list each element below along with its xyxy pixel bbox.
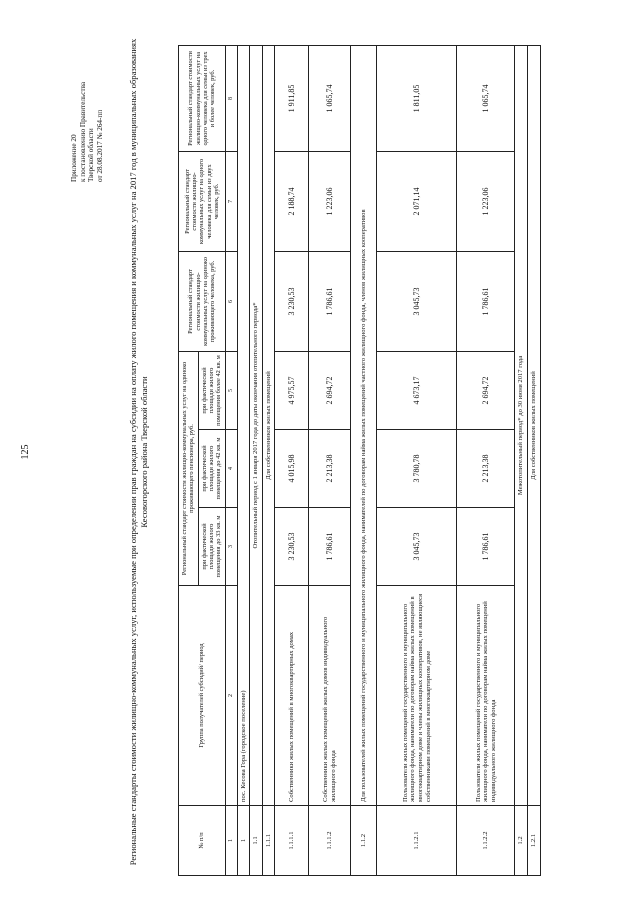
column-number: 8: [225, 45, 237, 151]
table-row: [457, 45, 515, 875]
value-cell: 4 015,98: [275, 430, 309, 508]
value-cell: 1 223,06: [457, 151, 515, 251]
column-numbers-row: [225, 45, 237, 875]
appendix-line: от 28.08.2017 № 264-пп: [95, 109, 104, 182]
table-row: [262, 45, 275, 875]
row-period: Межотопительный период* до 30 июня 2017 года: [515, 45, 528, 805]
column-number: 4: [225, 430, 237, 508]
row-number: 1.1.2: [351, 806, 377, 876]
value-cell: 3 230,53: [275, 251, 309, 351]
header-col7: Региональный стандарт стоимости жилищно-коммунальных услуг на одного человека для семьи из двух человек, руб.: [179, 151, 226, 251]
value-cell: 2 694,72: [309, 351, 351, 429]
value-cell: 1 811,05: [377, 45, 457, 151]
value-cell: 1 911,85: [275, 45, 309, 151]
page-number: 125: [20, 444, 31, 460]
value-cell: 3 230,53: [275, 508, 309, 586]
value-cell: 4 673,17: [377, 351, 457, 429]
header-sub2: при фактической площади жилого помещения до 42 кв. м: [198, 430, 225, 508]
row-label: Собственники жилых помещений в многоквартирных домах: [275, 586, 309, 806]
value-cell: 1 786,61: [309, 251, 351, 351]
value-cell: 2 213,38: [309, 430, 351, 508]
header-sub3: при фактической площади жилого помещения более 42 кв. м: [198, 351, 225, 429]
table-row: [275, 45, 309, 875]
row-number: 1.1: [250, 806, 263, 876]
value-cell: 2 188,74: [275, 151, 309, 251]
row-label: Собственники жилых помещений жилых домов индивидуального жилищного фонда: [309, 586, 351, 806]
table-row: [515, 45, 528, 875]
row-settlement: пос. Кесова Гора (городское поселение): [237, 45, 250, 805]
row-number: 1: [237, 806, 250, 876]
value-cell: 1 786,61: [457, 508, 515, 586]
header-group: Группа получателей субсидий/ период: [179, 586, 226, 806]
value-cell: 1 786,61: [309, 508, 351, 586]
value-cell: 3 045,73: [377, 508, 457, 586]
column-number: 6: [225, 251, 237, 351]
table-row: [351, 45, 377, 875]
row-section: Для собственников жилых помещений: [262, 45, 275, 805]
row-number: 1.1.2.1: [377, 806, 457, 876]
column-number: 2: [225, 586, 237, 806]
header-col6: Региональный стандарт стоимости жилищно-коммунальных услуг на одиноко проживающего человека, руб.: [179, 251, 226, 351]
column-number: 5: [225, 351, 237, 429]
row-number: 1.1.1.1: [275, 806, 309, 876]
value-cell: 1 223,06: [309, 151, 351, 251]
value-cell: 4 975,57: [275, 351, 309, 429]
appendix-block: [70, 52, 105, 182]
table-row: [250, 45, 263, 875]
row-section: Для пользователей жилых помещений государственного и муниципального жилищного фонда, нанимателей по договорам найма жилых помещений частного жилищного фонда, членов жилищных кооперативов: [351, 45, 377, 805]
row-number: 1.1.2.2: [457, 806, 515, 876]
value-cell: 1 786,61: [457, 251, 515, 351]
appendix-line: Приложение 20: [70, 134, 78, 182]
value-cell: 3 045,73: [377, 251, 457, 351]
column-number: 7: [225, 151, 237, 251]
header-row: [179, 45, 199, 875]
table-row: [309, 45, 351, 875]
value-cell: 2 213,38: [457, 430, 515, 508]
row-label: Пользователи жилых помещений государственного и муниципального жилищного фонда, наниматели по договорам найма жилых помещений в многоквартирном доме и члены жилищных кооперативов, не являющиеся собственниками помещений в многоквартирном доме: [377, 586, 457, 806]
row-period: Отопительный период с 1 января 2017 года до даты окончания отопительного периода*: [250, 45, 263, 805]
column-number: 3: [225, 508, 237, 586]
appendix-line: к постановлению Правительства: [78, 81, 87, 182]
table-row: [528, 45, 541, 875]
header-sub1: при фактической площади жилого помещения до 33 кв. м: [198, 508, 225, 586]
value-cell: 3 780,78: [377, 430, 457, 508]
row-number: 1.2: [515, 806, 528, 876]
document-page: [10, 12, 630, 892]
row-number: 1.2.1: [528, 806, 541, 876]
header-single-pensioner: Региональный стандарт стоимости жилищно-коммунальных услуг на одиноко проживающего пенсионера, руб.: [179, 351, 199, 585]
document-title: Региональные стандарты стоимости жилищно-коммунальных услуг, используемые при определении прав граждан на субсидии на оплату жилого помещения и коммунальных услуг на 2017 год в муниципальных образованиях Кесовогорского района Тверской области: [128, 38, 149, 866]
row-label: Пользователи жилых помещений государственного и муниципального жилищного фонда, наниматели по договорам найма жилых помещений индивидуального жилищного фонда: [457, 586, 515, 806]
value-cell: 2 694,72: [457, 351, 515, 429]
standards-table: [178, 45, 541, 876]
row-number: 1.1.1.2: [309, 806, 351, 876]
row-section: Для собственников жилых помещений: [528, 45, 541, 805]
column-number: 1: [225, 806, 237, 876]
value-cell: 1 065,74: [457, 45, 515, 151]
value-cell: 1 065,74: [309, 45, 351, 151]
table-row: [377, 45, 457, 875]
appendix-line: Тверской области: [87, 128, 96, 182]
value-cell: 2 071,14: [377, 151, 457, 251]
table-row: [237, 45, 250, 875]
header-col8: Региональный стандарт стоимости жилищно-коммунальных услуг на одного человека для семьи из трех и более человек, руб.: [179, 45, 226, 151]
row-number: 1.1.1: [262, 806, 275, 876]
header-num: № п/п: [179, 806, 226, 876]
